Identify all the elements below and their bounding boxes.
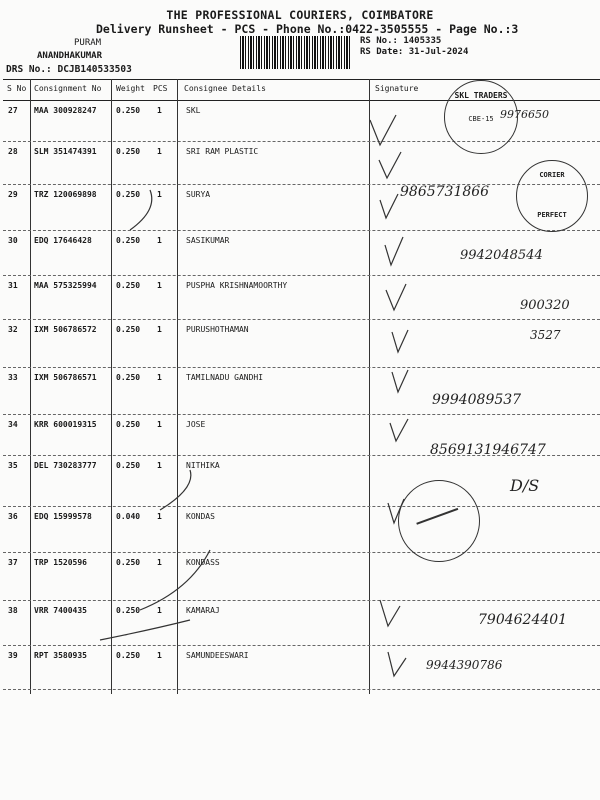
consignment-number: SLM 351474391	[34, 147, 97, 156]
handwritten-number: 900320	[520, 298, 570, 313]
col-sno: S No	[7, 84, 27, 93]
serial-number: 35	[8, 461, 18, 470]
consignment-number: DEL 730283777	[34, 461, 97, 470]
pieces: 1	[157, 461, 162, 470]
weight: 0.250	[116, 190, 141, 199]
pieces: 1	[157, 651, 162, 660]
serial-number: 31	[8, 281, 18, 290]
consignee-name: SURYA	[186, 190, 211, 199]
serial-number: 34	[8, 420, 18, 429]
serial-number: 39	[8, 651, 18, 660]
serial-number: 38	[8, 606, 18, 615]
weight: 0.250	[116, 147, 141, 156]
col-pcs: PCS	[153, 84, 168, 93]
weight: 0.250	[116, 651, 141, 660]
consignee-name: KAMARAJ	[186, 606, 220, 615]
document-subtitle: Delivery Runsheet - PCS - Phone No.:0422-3505555 - Page No.:3	[96, 22, 519, 36]
rs-date: RS Date: 31-Jul-2024	[360, 47, 469, 57]
drs-number: DRS No.: DCJB140533503	[6, 64, 132, 75]
weight: 0.250	[116, 461, 141, 470]
pieces: 1	[157, 606, 162, 615]
serial-number: 37	[8, 558, 18, 567]
col-consignment: Consignment No	[34, 84, 102, 93]
pieces: 1	[157, 190, 162, 199]
col-consignee: Consignee Details	[184, 84, 266, 93]
consignment-number: IXM 506786571	[34, 373, 97, 382]
weight: 0.250	[116, 236, 141, 245]
consignment-number: MAA 575325994	[34, 281, 97, 290]
serial-number: 27	[8, 106, 18, 115]
stamp-kondas	[398, 480, 480, 562]
weight: 0.250	[116, 558, 141, 567]
consignee-name: PUSPHA KRISHNAMOORTHY	[186, 281, 288, 290]
serial-number: 33	[8, 373, 18, 382]
consignee-name: TAMILNADU GANDHI	[186, 373, 264, 382]
col-weight: Weight	[116, 84, 145, 93]
stamp-perfect-courier: CORIER PERFECT	[516, 160, 588, 232]
handwritten-phone: 9976650	[500, 108, 549, 121]
handwritten-phone: 9942048544	[460, 248, 543, 263]
pieces: 1	[157, 106, 162, 115]
weight: 0.250	[116, 325, 141, 334]
handwritten-phone: 8569131946747	[430, 442, 546, 458]
consignee-name: JOSE	[186, 420, 206, 429]
serial-number: 28	[8, 147, 18, 156]
weight: 0.250	[116, 373, 141, 382]
pieces: 1	[157, 420, 162, 429]
serial-number: 30	[8, 236, 18, 245]
consignee-name: NITHIKA	[186, 461, 220, 470]
document-title: THE PROFESSIONAL COURIERS, COIMBATORE	[166, 8, 434, 22]
pieces: 1	[157, 325, 162, 334]
pieces: 1	[157, 147, 162, 156]
consignee-name: KONDAS	[186, 512, 215, 521]
handwritten-phone: 7904624401	[478, 612, 568, 628]
area-name: PURAM	[74, 38, 102, 48]
executive-name: ANANDHAKUMAR	[37, 51, 103, 61]
serial-number: 32	[8, 325, 18, 334]
consignee-name: SAMUNDEESWARI	[186, 651, 249, 660]
consignment-number: EDQ 15999578	[34, 512, 92, 521]
weight: 0.250	[116, 281, 141, 290]
tick-mark	[370, 115, 396, 145]
consignee-name: KONDASS	[186, 558, 220, 567]
consignment-number: KRR 600019315	[34, 420, 97, 429]
handwritten-number: 3527	[530, 328, 561, 342]
weight: 0.250	[116, 106, 141, 115]
consignment-number: TRP 1520596	[34, 558, 87, 567]
serial-number: 36	[8, 512, 18, 521]
consignment-number: RPT 3580935	[34, 651, 87, 660]
consignment-number: IXM 506786572	[34, 325, 97, 334]
col-signature: Signature	[375, 84, 419, 93]
weight: 0.250	[116, 420, 141, 429]
consignee-name: SASIKUMAR	[186, 236, 230, 245]
consignment-number: MAA 300928247	[34, 106, 97, 115]
handwritten-phone: 9994089537	[432, 392, 522, 408]
weight: 0.040	[116, 512, 141, 521]
pieces: 1	[157, 558, 162, 567]
handwritten-ds: D/S	[510, 476, 540, 495]
stamp-skl-traders: SKL TRADERS CBE-15	[444, 80, 518, 154]
consignment-number: EDQ 17646428	[34, 236, 92, 245]
consignment-number: TRZ 120069898	[34, 190, 97, 199]
serial-number: 29	[8, 190, 18, 199]
pieces: 1	[157, 236, 162, 245]
consignee-name: PURUSHOTHAMAN	[186, 325, 249, 334]
weight: 0.250	[116, 606, 141, 615]
pieces: 1	[157, 281, 162, 290]
pieces: 1	[157, 373, 162, 382]
handwritten-phone: 9865731866	[400, 184, 490, 200]
consignment-number: VRR 7400435	[34, 606, 87, 615]
pieces: 1	[157, 512, 162, 521]
consignee-name: SKL	[186, 106, 201, 115]
handwritten-phone: 9944390786	[426, 658, 503, 672]
consignee-name: SRI RAM PLASTIC	[186, 147, 259, 156]
rs-number: RS No.: 1405335	[360, 36, 442, 46]
